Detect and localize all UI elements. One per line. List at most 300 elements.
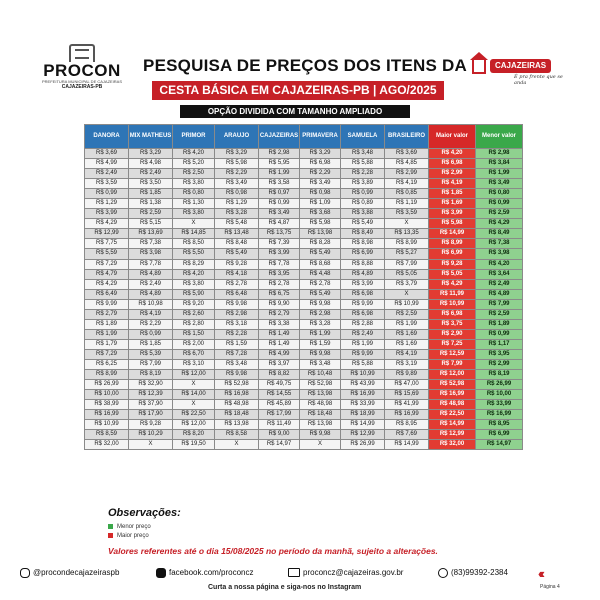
price-cell: R$ 22,50: [173, 410, 215, 420]
table-row: [85, 329, 523, 339]
footer-facebook[interactable]: [156, 566, 254, 580]
max-price-cell: R$ 5,05: [429, 269, 476, 279]
price-cell: R$ 10,98: [129, 299, 173, 309]
min-price-cell: R$ 2,59: [476, 309, 523, 319]
price-cell: R$ 26,99: [341, 440, 385, 450]
min-price-cell: R$ 4,89: [476, 289, 523, 299]
table-row: [85, 279, 523, 289]
facebook-icon: [156, 568, 166, 578]
min-price-cell: R$ 1,89: [476, 319, 523, 329]
price-cell: R$ 3,49: [300, 179, 341, 189]
price-cell: R$ 3,18: [215, 319, 259, 329]
price-cell: R$ 3,49: [259, 209, 300, 219]
column-header: BRASILEIRO: [385, 125, 429, 149]
price-cell: R$ 10,99: [85, 420, 129, 430]
price-cell: R$ 2,00: [173, 339, 215, 349]
cajazeiras-name: CAJAZEIRAS: [490, 59, 551, 73]
procon-logo: [42, 44, 122, 90]
price-cell: R$ 1,99: [259, 169, 300, 179]
price-cell: R$ 1,99: [85, 329, 129, 339]
price-cell: R$ 5,88: [341, 159, 385, 169]
price-cell: R$ 2,78: [215, 279, 259, 289]
max-price-cell: R$ 3,99: [429, 209, 476, 219]
price-cell: R$ 1,99: [341, 339, 385, 349]
price-cell: R$ 5,49: [300, 289, 341, 299]
price-cell: R$ 6,99: [341, 249, 385, 259]
price-cell: R$ 15,69: [385, 390, 429, 400]
price-cell: R$ 2,88: [341, 319, 385, 329]
price-cell: R$ 5,39: [129, 349, 173, 359]
table-row: [85, 149, 523, 159]
price-cell: R$ 43,99: [341, 380, 385, 390]
min-price-cell: R$ 26,99: [476, 380, 523, 390]
price-cell: R$ 11,49: [259, 420, 300, 430]
price-cell: R$ 9,28: [215, 259, 259, 269]
procon-city: CAJAZEIRAS-PB: [61, 84, 103, 90]
price-cell: R$ 5,27: [385, 249, 429, 259]
price-cell: R$ 9,99: [341, 299, 385, 309]
price-cell: R$ 13,75: [259, 229, 300, 239]
footer-instagram[interactable]: [20, 566, 119, 580]
price-cell: R$ 9,98: [300, 349, 341, 359]
price-cell: R$ 19,50: [173, 440, 215, 450]
instagram-handle: @procondecajazeiraspb: [33, 568, 120, 577]
price-cell: R$ 5,49: [300, 249, 341, 259]
cajazeiras-slogan: É pra frente que se anda: [514, 74, 563, 86]
price-cell: R$ 3,10: [173, 359, 215, 369]
max-price-cell: R$ 6,98: [429, 159, 476, 169]
price-cell: R$ 10,48: [300, 370, 341, 380]
price-cell: R$ 48,98: [215, 400, 259, 410]
price-cell: R$ 2,80: [173, 319, 215, 329]
min-price-cell: R$ 2,49: [476, 279, 523, 289]
price-table: [84, 124, 523, 450]
price-cell: R$ 45,89: [259, 400, 300, 410]
price-cell: R$ 8,28: [300, 239, 341, 249]
price-table-wrapper: [84, 124, 522, 450]
price-cell: R$ 1,19: [385, 199, 429, 209]
price-cell: R$ 32,00: [85, 440, 129, 450]
table-row: [85, 199, 523, 209]
price-cell: R$ 2,28: [215, 329, 259, 339]
table-row: [85, 169, 523, 179]
price-cell: R$ 5,59: [85, 249, 129, 259]
price-cell: R$ 38,99: [85, 400, 129, 410]
price-cell: R$ 8,88: [341, 259, 385, 269]
price-cell: R$ 13,69: [129, 229, 173, 239]
price-cell: R$ 0,97: [259, 189, 300, 199]
min-price-cell: R$ 0,99: [476, 329, 523, 339]
max-price-cell: R$ 32,00: [429, 440, 476, 450]
column-header: MIX MATHEUS: [129, 125, 173, 149]
price-cell: R$ 6,70: [173, 349, 215, 359]
price-cell: R$ 33,99: [341, 400, 385, 410]
price-cell: R$ 8,68: [300, 259, 341, 269]
price-cell: R$ 16,99: [85, 410, 129, 420]
price-cell: R$ 5,20: [173, 159, 215, 169]
column-header: ARAUJO: [215, 125, 259, 149]
price-cell: R$ 4,99: [259, 349, 300, 359]
price-cell: R$ 2,49: [129, 169, 173, 179]
max-price-cell: R$ 12,00: [429, 370, 476, 380]
crest-icon: [69, 44, 95, 62]
price-cell: R$ 3,38: [259, 319, 300, 329]
max-price-cell: R$ 4,19: [429, 179, 476, 189]
max-price-cell: R$ 14,99: [429, 229, 476, 239]
price-cell: R$ 1,29: [85, 199, 129, 209]
price-cell: R$ 2,29: [300, 169, 341, 179]
footer-cta: Curta a nossa página e siga-nos no Instagram: [208, 584, 362, 591]
min-price-cell: R$ 2,99: [476, 359, 523, 369]
min-price-cell: R$ 2,98: [476, 149, 523, 159]
price-cell: R$ 3,99: [259, 249, 300, 259]
price-cell: R$ 18,99: [341, 410, 385, 420]
price-cell: R$ 12,00: [173, 420, 215, 430]
price-cell: X: [173, 219, 215, 229]
table-row: [85, 209, 523, 219]
price-cell: R$ 1,49: [259, 329, 300, 339]
table-row: [85, 309, 523, 319]
table-row: [85, 189, 523, 199]
min-price-cell: R$ 2,59: [476, 209, 523, 219]
price-cell: R$ 8,20: [173, 430, 215, 440]
price-cell: R$ 8,58: [215, 430, 259, 440]
price-cell: R$ 2,50: [173, 169, 215, 179]
price-cell: R$ 5,48: [215, 219, 259, 229]
price-cell: R$ 17,99: [259, 410, 300, 420]
price-cell: R$ 0,98: [215, 189, 259, 199]
price-cell: R$ 5,49: [341, 219, 385, 229]
price-cell: R$ 4,87: [259, 219, 300, 229]
observations-title: Observações:: [108, 507, 181, 519]
max-price-cell: R$ 2,99: [429, 169, 476, 179]
price-cell: R$ 13,98: [300, 390, 341, 400]
price-cell: R$ 7,29: [85, 349, 129, 359]
table-row: [85, 410, 523, 420]
price-cell: R$ 7,78: [129, 259, 173, 269]
price-cell: R$ 17,90: [129, 410, 173, 420]
price-cell: R$ 2,59: [385, 309, 429, 319]
price-cell: R$ 3,29: [300, 149, 341, 159]
table-row: [85, 299, 523, 309]
price-cell: R$ 6,98: [300, 159, 341, 169]
price-cell: R$ 10,99: [385, 299, 429, 309]
price-cell: R$ 1,85: [129, 339, 173, 349]
price-cell: R$ 8,59: [85, 430, 129, 440]
max-price-cell: R$ 12,59: [429, 349, 476, 359]
legend-min-label: Menor preço: [117, 524, 151, 531]
min-price-cell: R$ 4,29: [476, 219, 523, 229]
table-row: [85, 390, 523, 400]
price-cell: R$ 1,50: [173, 329, 215, 339]
price-cell: R$ 47,00: [385, 380, 429, 390]
price-cell: R$ 3,80: [173, 209, 215, 219]
price-cell: R$ 8,99: [85, 370, 129, 380]
cajazeiras-logo: [470, 56, 566, 88]
price-cell: R$ 3,48: [300, 359, 341, 369]
price-cell: R$ 12,99: [85, 229, 129, 239]
table-row: [85, 380, 523, 390]
price-cell: R$ 7,78: [259, 259, 300, 269]
price-cell: R$ 4,98: [129, 159, 173, 169]
price-cell: R$ 3,58: [259, 179, 300, 189]
price-cell: X: [385, 289, 429, 299]
table-row: [85, 440, 523, 450]
min-price-cell: R$ 1,99: [476, 169, 523, 179]
price-cell: R$ 1,38: [129, 199, 173, 209]
price-cell: R$ 9,98: [300, 299, 341, 309]
price-cell: R$ 32,90: [129, 380, 173, 390]
price-cell: R$ 14,00: [173, 390, 215, 400]
footer: [20, 566, 560, 580]
table-header-row: [85, 125, 523, 149]
column-header: CAJAZEIRAS: [259, 125, 300, 149]
max-price-cell: R$ 48,98: [429, 400, 476, 410]
price-cell: R$ 16,98: [215, 390, 259, 400]
price-cell: R$ 2,49: [85, 169, 129, 179]
price-cell: R$ 5,98: [300, 219, 341, 229]
price-cell: R$ 3,68: [300, 209, 341, 219]
house-icon: [472, 60, 486, 74]
price-cell: R$ 5,98: [215, 159, 259, 169]
legend-min: [108, 524, 151, 530]
price-cell: R$ 2,99: [385, 169, 429, 179]
price-cell: R$ 1,29: [215, 199, 259, 209]
price-cell: R$ 8,49: [341, 229, 385, 239]
price-cell: R$ 0,99: [85, 189, 129, 199]
price-cell: R$ 4,20: [173, 269, 215, 279]
price-cell: R$ 14,85: [173, 229, 215, 239]
price-cell: R$ 6,75: [259, 289, 300, 299]
table-row: [85, 289, 523, 299]
price-cell: R$ 9,98: [215, 370, 259, 380]
price-cell: R$ 2,98: [215, 309, 259, 319]
price-cell: X: [385, 219, 429, 229]
price-cell: R$ 8,29: [173, 259, 215, 269]
option-banner: OPÇÃO DIVIDIDA COM TAMANHO AMPLIADO: [180, 105, 410, 118]
price-cell: R$ 3,99: [341, 279, 385, 289]
column-header: PRIMOR: [173, 125, 215, 149]
price-cell: R$ 3,95: [259, 269, 300, 279]
price-cell: R$ 7,99: [385, 259, 429, 269]
price-cell: R$ 10,99: [341, 370, 385, 380]
column-header: SAMUELA: [341, 125, 385, 149]
price-cell: R$ 9,28: [129, 420, 173, 430]
min-price-cell: R$ 8,95: [476, 420, 523, 430]
price-cell: R$ 4,29: [85, 279, 129, 289]
price-cell: R$ 48,98: [300, 400, 341, 410]
price-cell: R$ 4,89: [129, 269, 173, 279]
price-cell: R$ 4,99: [85, 159, 129, 169]
mail-icon: [288, 568, 300, 577]
price-cell: R$ 3,89: [341, 179, 385, 189]
price-cell: X: [129, 440, 173, 450]
price-cell: R$ 2,29: [129, 319, 173, 329]
table-body: [85, 149, 523, 450]
price-cell: R$ 8,99: [385, 239, 429, 249]
max-price-cell: R$ 6,98: [429, 309, 476, 319]
price-cell: R$ 4,48: [300, 269, 341, 279]
price-cell: R$ 4,19: [385, 349, 429, 359]
table-row: [85, 400, 523, 410]
price-cell: R$ 3,98: [129, 249, 173, 259]
min-price-cell: R$ 3,84: [476, 159, 523, 169]
price-cell: R$ 4,85: [385, 159, 429, 169]
price-cell: R$ 0,98: [300, 189, 341, 199]
price-cell: R$ 6,25: [85, 359, 129, 369]
price-cell: R$ 3,99: [85, 209, 129, 219]
price-cell: R$ 12,39: [129, 390, 173, 400]
price-cell: R$ 4,18: [215, 269, 259, 279]
max-price-cell: R$ 10,99: [429, 299, 476, 309]
table-row: [85, 179, 523, 189]
price-cell: R$ 6,48: [215, 289, 259, 299]
max-price-cell: R$ 1,85: [429, 189, 476, 199]
price-cell: R$ 2,78: [300, 279, 341, 289]
price-cell: R$ 2,28: [341, 169, 385, 179]
price-cell: R$ 4,19: [129, 309, 173, 319]
price-cell: R$ 0,99: [341, 189, 385, 199]
price-cell: R$ 37,90: [129, 400, 173, 410]
table-row: [85, 339, 523, 349]
min-price-cell: R$ 10,00: [476, 390, 523, 400]
table-row: [85, 239, 523, 249]
max-price-cell: R$ 16,99: [429, 390, 476, 400]
price-cell: R$ 1,85: [129, 189, 173, 199]
price-cell: R$ 5,05: [385, 269, 429, 279]
price-cell: R$ 9,89: [385, 370, 429, 380]
price-cell: R$ 5,50: [173, 249, 215, 259]
price-cell: R$ 2,29: [215, 169, 259, 179]
min-price-cell: R$ 3,98: [476, 249, 523, 259]
table-row: [85, 269, 523, 279]
min-price-cell: R$ 3,95: [476, 349, 523, 359]
phone-number: (83)99392-2384: [451, 568, 508, 577]
max-price-cell: R$ 22,50: [429, 410, 476, 420]
price-cell: R$ 10,00: [85, 390, 129, 400]
price-cell: R$ 1,99: [385, 319, 429, 329]
price-cell: R$ 5,49: [215, 249, 259, 259]
min-price-cell: R$ 4,20: [476, 259, 523, 269]
price-cell: R$ 7,75: [85, 239, 129, 249]
price-cell: R$ 8,95: [385, 420, 429, 430]
max-price-cell: R$ 5,98: [429, 219, 476, 229]
price-cell: R$ 3,59: [85, 179, 129, 189]
procon-subtitle: PREFEITURA MUNICIPAL DE CAJAZEIRAS: [42, 79, 123, 84]
price-cell: R$ 4,89: [129, 289, 173, 299]
max-price-cell: R$ 9,28: [429, 259, 476, 269]
price-cell: X: [173, 400, 215, 410]
price-cell: R$ 10,29: [129, 430, 173, 440]
price-cell: R$ 3,69: [85, 149, 129, 159]
price-cell: R$ 16,99: [385, 410, 429, 420]
price-cell: R$ 13,35: [385, 229, 429, 239]
price-cell: R$ 7,99: [129, 359, 173, 369]
facebook-url: facebook.com/proconcz: [169, 568, 254, 577]
price-cell: R$ 6,49: [85, 289, 129, 299]
price-cell: R$ 14,97: [259, 440, 300, 450]
price-cell: R$ 14,55: [259, 390, 300, 400]
page-subtitle: CESTA BÁSICA EM CAJAZEIRAS-PB | AGO/2025: [152, 81, 444, 100]
table-row: [85, 359, 523, 369]
footer-phone[interactable]: [438, 566, 508, 580]
legend-max-label: Maior preço: [117, 533, 149, 540]
price-cell: R$ 18,48: [300, 410, 341, 420]
max-price-cell: R$ 14,99: [429, 420, 476, 430]
price-cell: R$ 14,99: [385, 440, 429, 450]
min-price-cell: R$ 1,17: [476, 339, 523, 349]
min-price-cell: R$ 14,97: [476, 440, 523, 450]
price-cell: R$ 9,20: [173, 299, 215, 309]
min-price-cell: R$ 7,38: [476, 239, 523, 249]
price-cell: R$ 2,49: [129, 279, 173, 289]
max-price-cell: R$ 1,69: [429, 199, 476, 209]
max-price-cell: R$ 52,98: [429, 380, 476, 390]
max-price-cell: R$ 3,75: [429, 319, 476, 329]
price-cell: R$ 9,98: [215, 299, 259, 309]
legend-max: [108, 533, 149, 539]
price-cell: R$ 7,29: [85, 259, 129, 269]
price-cell: R$ 3,80: [173, 179, 215, 189]
max-price-cell: R$ 11,99: [429, 289, 476, 299]
price-cell: R$ 9,90: [259, 299, 300, 309]
column-header: Menor valor: [476, 125, 523, 149]
min-price-cell: R$ 8,49: [476, 229, 523, 239]
price-cell: R$ 13,98: [215, 420, 259, 430]
min-price-cell: R$ 3,64: [476, 269, 523, 279]
page-number: Página 4: [540, 584, 560, 590]
max-price-cell: R$ 4,29: [429, 279, 476, 289]
price-cell: R$ 2,60: [173, 309, 215, 319]
min-price-cell: R$ 8,19: [476, 370, 523, 380]
price-cell: R$ 3,50: [129, 179, 173, 189]
table-row: [85, 219, 523, 229]
table-row: [85, 259, 523, 269]
price-cell: R$ 0,89: [341, 199, 385, 209]
price-cell: R$ 13,48: [215, 229, 259, 239]
footer-email[interactable]: [288, 566, 403, 580]
price-cell: R$ 12,00: [173, 370, 215, 380]
page-title: PESQUISA DE PREÇOS DOS ITENS DA: [143, 56, 467, 75]
price-cell: R$ 1,59: [215, 339, 259, 349]
price-cell: R$ 8,48: [215, 239, 259, 249]
price-cell: R$ 9,99: [85, 299, 129, 309]
price-cell: R$ 5,95: [259, 159, 300, 169]
price-cell: R$ 3,80: [173, 279, 215, 289]
price-cell: R$ 4,29: [85, 219, 129, 229]
price-cell: R$ 0,99: [129, 329, 173, 339]
price-cell: R$ 4,20: [173, 149, 215, 159]
price-cell: R$ 12,99: [341, 430, 385, 440]
price-cell: R$ 3,29: [215, 149, 259, 159]
price-cell: X: [300, 440, 341, 450]
price-cell: R$ 14,99: [341, 420, 385, 430]
table-row: [85, 319, 523, 329]
price-cell: R$ 4,19: [385, 179, 429, 189]
green-square-icon: [108, 524, 113, 529]
column-header: PRIMAVERA: [300, 125, 341, 149]
price-cell: R$ 3,19: [385, 359, 429, 369]
price-cell: R$ 1,49: [259, 339, 300, 349]
table-row: [85, 420, 523, 430]
price-cell: R$ 1,89: [85, 319, 129, 329]
price-cell: R$ 3,79: [385, 279, 429, 289]
price-cell: R$ 2,98: [300, 309, 341, 319]
price-cell: R$ 5,15: [129, 219, 173, 229]
price-cell: R$ 1,30: [173, 199, 215, 209]
price-cell: R$ 1,99: [300, 329, 341, 339]
price-cell: R$ 1,69: [385, 329, 429, 339]
